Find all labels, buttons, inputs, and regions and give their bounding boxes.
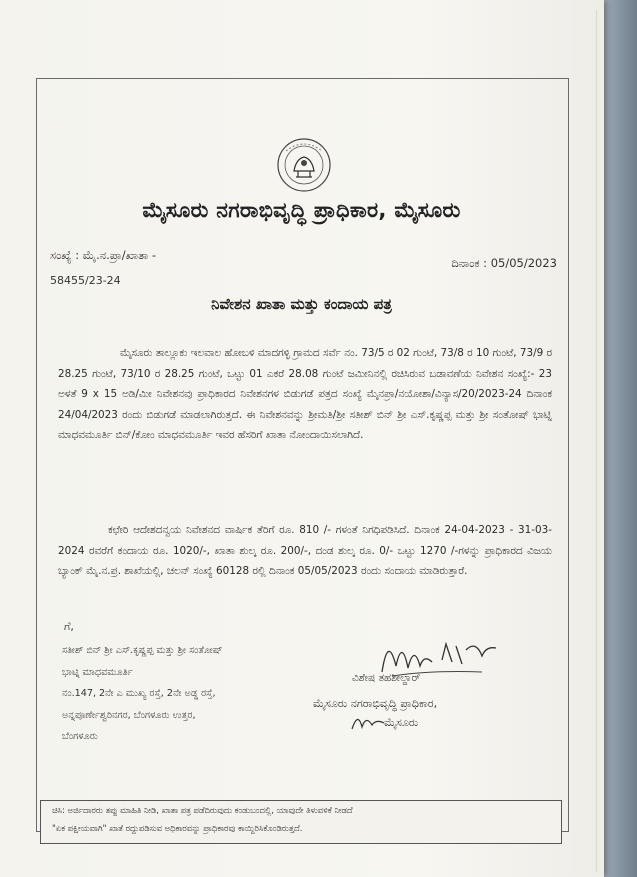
government-seal-icon (272, 137, 336, 195)
address-line: ನಂ.147, 2ನೇ ಎ ಮುಖ್ಯ ರಸ್ತೆ, 2ನೇ ಅಡ್ಡ ರಸ್ತೆ, (62, 688, 216, 699)
recipient-address (62, 640, 302, 748)
body-paragraph-2: ಕಛೇರಿ ಆದೇಶದನ್ವಯ ನಿವೇಶನದ ವಾರ್ಷಿಕ ತೆರಿಗೆ ರೂ. 810 /- ಗಳಂತೆ ನಿಗಧಿಪಡಿಸಿದೆ. ದಿನಾಂಕ 24-04-2023 - 31-03-2024 ರವರೆಗೆ ಕಂದಾಯ ರೂ. 1020/-, ಖಾತಾ ಶುಲ್ಕ ರೂ. 200/-, ದಂಡ ಶುಲ್ಕ ರೂ. 0/- ಒಟ್ಟು 1270 /-ಗಳನ್ನು ಪ್ರಾಧಿಕಾರದ ವಿಜಯ ಬ್ಯಾಂಕ್ ಮೈ.ನ.ಪ್ರ. ಶಾಖೆಯಲ್ಲಿ, ಚಲನ್ ಸಂಖ್ಯೆ 60128 ರಲ್ಲಿ ದಿನಾಂಕ 05/05/2023 ರಂದು ಸಂದಾಯ ಮಾಡಿರುತ್ತಾರೆ. (58, 524, 552, 577)
reference-number-continued: 58455/23-24 (50, 274, 121, 287)
authority-city (350, 716, 418, 730)
body-paragraph-1: ಮೈಸೂರು ತಾಲ್ಲೂಕು ಇಲವಾಲ ಹೋಬಳಿ ಮಾದಗಳ್ಳಿ ಗ್ರಾಮದ ಸರ್ವೆ ನಂ. 73/5 ರ 02 ಗುಂಟೆ, 73/8 ರ 10 ಗುಂಟೆ, 73/9 ರ 28.25 ಗುಂಟೆ, 73/10 ರ 28.25 ಗುಂಟೆ, ಒಟ್ಟು 01 ಎಕರೆ 28.08 ಗುಂಟೆ ಜಮೀನಿನಲ್ಲಿ ರಚಿಸಿರುವ ಬಡಾವಣೆಯ ನಿವೇಶನ ಸಂಖ್ಯೆ:- 23 ಅಳತೆ 9 x 15 ಅಡಿ/ಮೀ ನಿವೇಶನವು ಪ್ರಾಧಿಕಾರದ ನಿವೇಶನಗಳ ಬಿಡುಗಡೆ ಪತ್ರದ ಸಂಖ್ಯೆ ಮೈನಪ್ರಾ/ನಯೋಶಾ/ವಿನ್ಯಾಸ/20/2023-24 ದಿನಾಂಕ 24/04/2023 ರಂದು ಬಿಡುಗಡೆ ಮಾಡಲಾಗಿರುತ್ತದೆ. ಈ ನಿವೇಶನವನ್ನು ಶ್ರೀಮತಿ/ಶ್ರೀ ಸತೀಶ್ ಬಿನ್ ಶ್ರೀ ಎಸ್.ಕೃಷ್ಣಪ್ಪ ಮತ್ತು ಶ್ರೀ ಸಂತೋಷ್ ಭಾಟ್ನಿ ಮಾಧವಮೂರ್ತಿ ಬಿನ್/ಕೋಂ ಮಾಧವಮೂರ್ತಿ ಇವರ ಹೆಸರಿಗೆ ಖಾತಾ ನೋಂದಾಯಿಸಲಾಗಿದೆ. (58, 347, 552, 441)
salutation: ಗೆ, (64, 620, 74, 633)
footer-note-line-1: ಚಿಸಿ: ಅರ್ಜಿದಾರರು ತಪ್ಪು ಮಾಹಿತಿ ನೀಡಿ, ಖಾತಾ ಪತ್ರ ಪಡೆದಿರುವುದು ಕಂಡುಬಂದಲ್ಲಿ, ಯಾವುದೇ ತಿಳುವಳಿಕೆ ನೀಡದೆ (52, 805, 353, 815)
footer-note-line-2: "ಏಕ ಪಕ್ಷೀಯವಾಗಿ" ಖಾತೆ ರದ್ದುಪಡಿಸುವ ಅಧಿಕಾರವನ್ನು ಪ್ರಾಧಿಕಾರವು ಕಾಯ್ದಿರಿಸಿಕೊಂಡಿರುತ್ತದೆ. (52, 823, 303, 833)
city-label: ಮೈಸೂರು (384, 716, 419, 729)
address-line: ಭಾಟ್ನಿ ಮಾಧವಮೂರ್ತಿ (62, 666, 133, 678)
address-line: ಸತೀಶ್ ಬಿನ್ ಶ್ರೀ ಎಸ್.ಕೃಷ್ಣಪ್ಪ ಮತ್ತು ಶ್ರೀ ಸಂತೋಷ್ (62, 645, 223, 656)
address-line: ಅನ್ನಪೂರ್ಣೇಶ್ವರಿನಗರ, ಬೆಂಗಳೂರು ಉತ್ತರ, (62, 709, 196, 721)
issue-date: ದಿನಾಂಕ : 05/05/2023 (451, 256, 557, 270)
authority-title: ಮೈಸೂರು ನಗರಾಭಿವೃದ್ಧಿ ಪ್ರಾಧಿಕಾರ, ಮೈಸೂರು (142, 198, 461, 222)
document-subject: ನಿವೇಶನ ಖಾತಾ ಮತ್ತು ಕಂದಾಯ ಪತ್ರ (211, 295, 392, 313)
reference-number: ಸಂಖ್ಯೆ : ಮೈ.ನ.ಪ್ರಾ/ಖಾತಾ - (50, 248, 157, 262)
officer-designation: ವಿಶೇಷ ತಹಶೀಲ್ದಾರ್ (352, 672, 421, 684)
address-line: ಬೆಂಗಳೂರು (62, 731, 98, 742)
authority-name: ಮೈಸೂರು ನಗರಾಭಿವೃದ್ಧಿ ಪ್ರಾಧಿಕಾರ, (313, 697, 438, 710)
